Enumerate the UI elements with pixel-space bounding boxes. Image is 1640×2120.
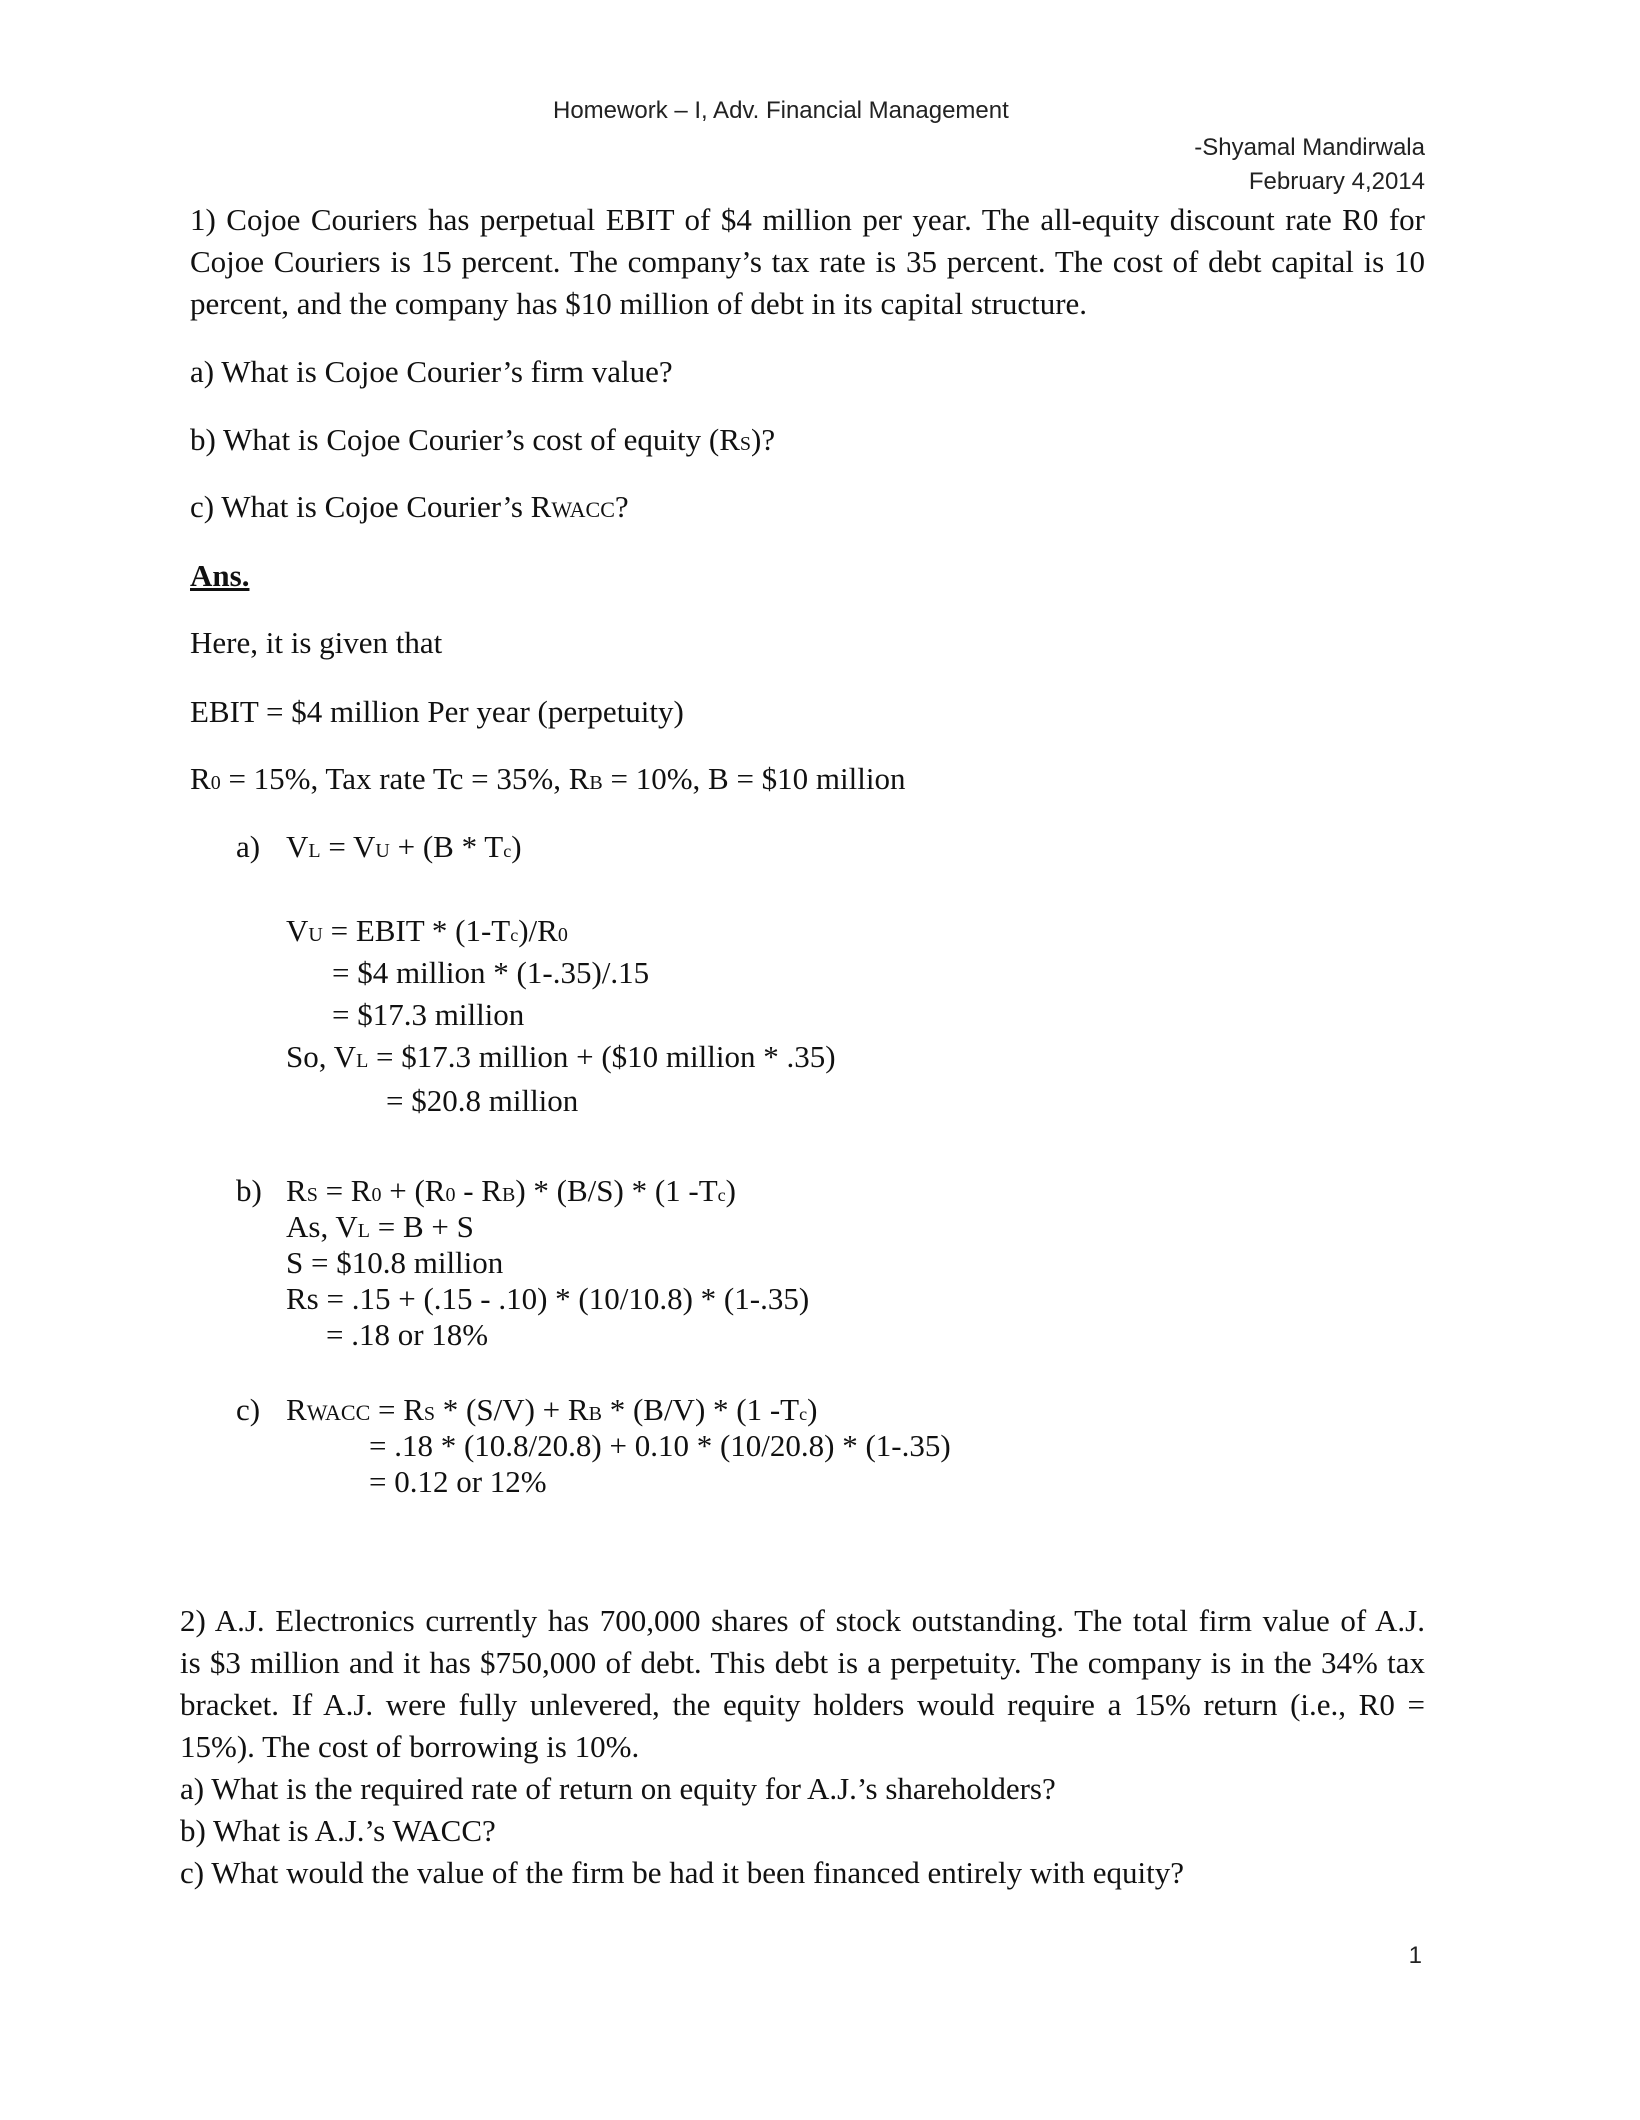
q2-line-3: bracket. If A.J. were fully unlevered, the equity holders would require a 15% return (i.e., R0 =	[180, 1687, 1425, 1722]
document-date: February 4,2014	[1248, 168, 1425, 195]
sub-l: L	[357, 1220, 370, 1242]
sub-c: c	[503, 841, 512, 861]
vu-eq: = EBIT * (1-T	[322, 913, 511, 948]
rb-sub: B	[589, 772, 603, 794]
answer-a-so	[286, 1039, 836, 1075]
answer-b-calc: Rs = .15 + (.15 - .10) * (10/10.8) * (1-.35)	[286, 1281, 810, 1316]
sub-u: U	[308, 924, 323, 946]
answer-a-vu	[286, 913, 568, 949]
v: V	[286, 913, 309, 948]
answer-c-result: = 0.12 or 12%	[369, 1464, 547, 1499]
sub-b: B	[588, 1403, 602, 1425]
given-values	[190, 761, 906, 797]
answer-c-letter: c)	[236, 1392, 261, 1427]
answer-a-result: = $20.8 million	[386, 1083, 579, 1118]
sub-0b: 0	[445, 1184, 456, 1206]
author-name: -Shyamal Mandirwala	[1194, 134, 1425, 161]
q2-line-2: is $3 million and it has $750,000 of debt. This debt is a perpetuity. The company is in the 34% tax	[180, 1645, 1425, 1680]
sv-plus-r: * (S/V) + R	[435, 1392, 589, 1427]
document-title: Homework – I, Adv. Financial Management	[553, 97, 1009, 124]
so-rest: = $17.3 million + ($10 million * .35)	[368, 1039, 836, 1074]
sub-0: 0	[557, 924, 568, 946]
as-rest: = B + S	[370, 1209, 474, 1244]
sub-c: c	[717, 1185, 726, 1205]
eq-r: = R	[317, 1173, 372, 1208]
rb-rest: = 10%, B = $10 million	[602, 761, 906, 796]
times: ) * (B/S) * (1 -T	[515, 1173, 718, 1208]
q1-line-1: 1) Cojoe Couriers has perpetual EBIT of $4 million per year. The all-equity discount rate R0 for	[190, 202, 1425, 237]
answer-a-letter: a)	[236, 829, 261, 864]
answer-a-calc2: = $17.3 million	[332, 997, 525, 1032]
r0-label: R	[190, 761, 211, 796]
as-v: As, V	[286, 1209, 358, 1244]
q1-part-c-text: c) What is Cojoe Courier’s R	[190, 489, 552, 524]
q2-part-b: b) What is A.J.’s WACC?	[180, 1813, 496, 1848]
sub-c: c	[799, 1404, 808, 1424]
answer-heading: Ans.	[190, 558, 250, 593]
plus-r: + (R	[381, 1173, 446, 1208]
answer-b-result: = .18 or 18%	[326, 1317, 489, 1352]
sub-s: S	[306, 1184, 318, 1206]
minus-r: - R	[455, 1173, 502, 1208]
close-paren: )	[511, 829, 522, 864]
v: V	[286, 829, 309, 864]
answer-a-formula	[236, 829, 522, 865]
sub-0: 0	[371, 1184, 382, 1206]
r: R	[286, 1173, 307, 1208]
close-paren: )	[725, 1173, 736, 1208]
q2-line-4: 15%). The cost of borrowing is 10%.	[180, 1729, 640, 1764]
r0-sub: 0	[210, 772, 221, 794]
q2-part-c: c) What would the value of the firm be had it been financed entirely with equity?	[180, 1855, 1184, 1890]
answer-c-formula	[236, 1392, 817, 1428]
div-r: )/R	[518, 913, 558, 948]
sub-l: L	[308, 840, 321, 862]
q1-part-b-text: b) What is Cojoe Courier’s cost of equity (R	[190, 422, 740, 457]
q1-line-2: Cojoe Couriers is 15 percent. The company’s tax rate is 35 percent. The cost of debt capital is 10	[190, 244, 1425, 279]
q1-line-3: percent, and the company has $10 million of debt in its capital structure.	[190, 286, 1088, 321]
answer-b-letter: b)	[236, 1173, 262, 1208]
sub-s: S	[423, 1403, 436, 1425]
eq-r: = R	[370, 1392, 424, 1427]
close-paren: )	[807, 1392, 818, 1427]
given-intro: Here, it is given that	[190, 625, 443, 660]
answer-b-s: S = $10.8 million	[286, 1245, 504, 1280]
q1-part-c-end: ?	[614, 489, 629, 524]
q1-part-b-sub: S	[739, 433, 752, 455]
so-v: So, V	[286, 1039, 357, 1074]
sub-wacc: WACC	[306, 1400, 371, 1425]
q1-part-c	[190, 489, 629, 525]
page-number: 1	[1408, 1942, 1422, 1969]
bv-times: * (B/V) * (1 -T	[601, 1392, 800, 1427]
answer-b-as	[286, 1209, 474, 1245]
sub-l: L	[356, 1050, 369, 1072]
r: R	[286, 1392, 307, 1427]
q1-part-a: a) What is Cojoe Courier’s firm value?	[190, 354, 673, 389]
q2-line-1: 2) A.J. Electronics currently has 700,000 shares of stock outstanding. The total firm value of A.J.	[180, 1603, 1425, 1638]
sub-c: c	[510, 925, 519, 945]
answer-a-calc1: = $4 million * (1-.35)/.15	[332, 955, 650, 990]
q1-part-b	[190, 422, 775, 458]
sub-u: U	[375, 840, 390, 862]
r0-rest: = 15%, Tax rate Tc = 35%, R	[220, 761, 590, 796]
q1-part-b-end: )?	[751, 422, 776, 457]
plus-bt: + (B * T	[389, 829, 504, 864]
answer-c-calc: = .18 * (10.8/20.8) + 0.10 * (10/20.8) * (1-.35)	[369, 1428, 951, 1463]
eq-v: = V	[320, 829, 376, 864]
answer-b-formula	[236, 1173, 736, 1209]
q2-part-a: a) What is the required rate of return on equity for A.J.’s shareholders?	[180, 1771, 1056, 1806]
q1-part-c-sub: WACC	[551, 497, 615, 522]
ebit-line: EBIT = $4 million Per year (perpetuity)	[190, 694, 684, 729]
sub-b: B	[501, 1184, 516, 1206]
